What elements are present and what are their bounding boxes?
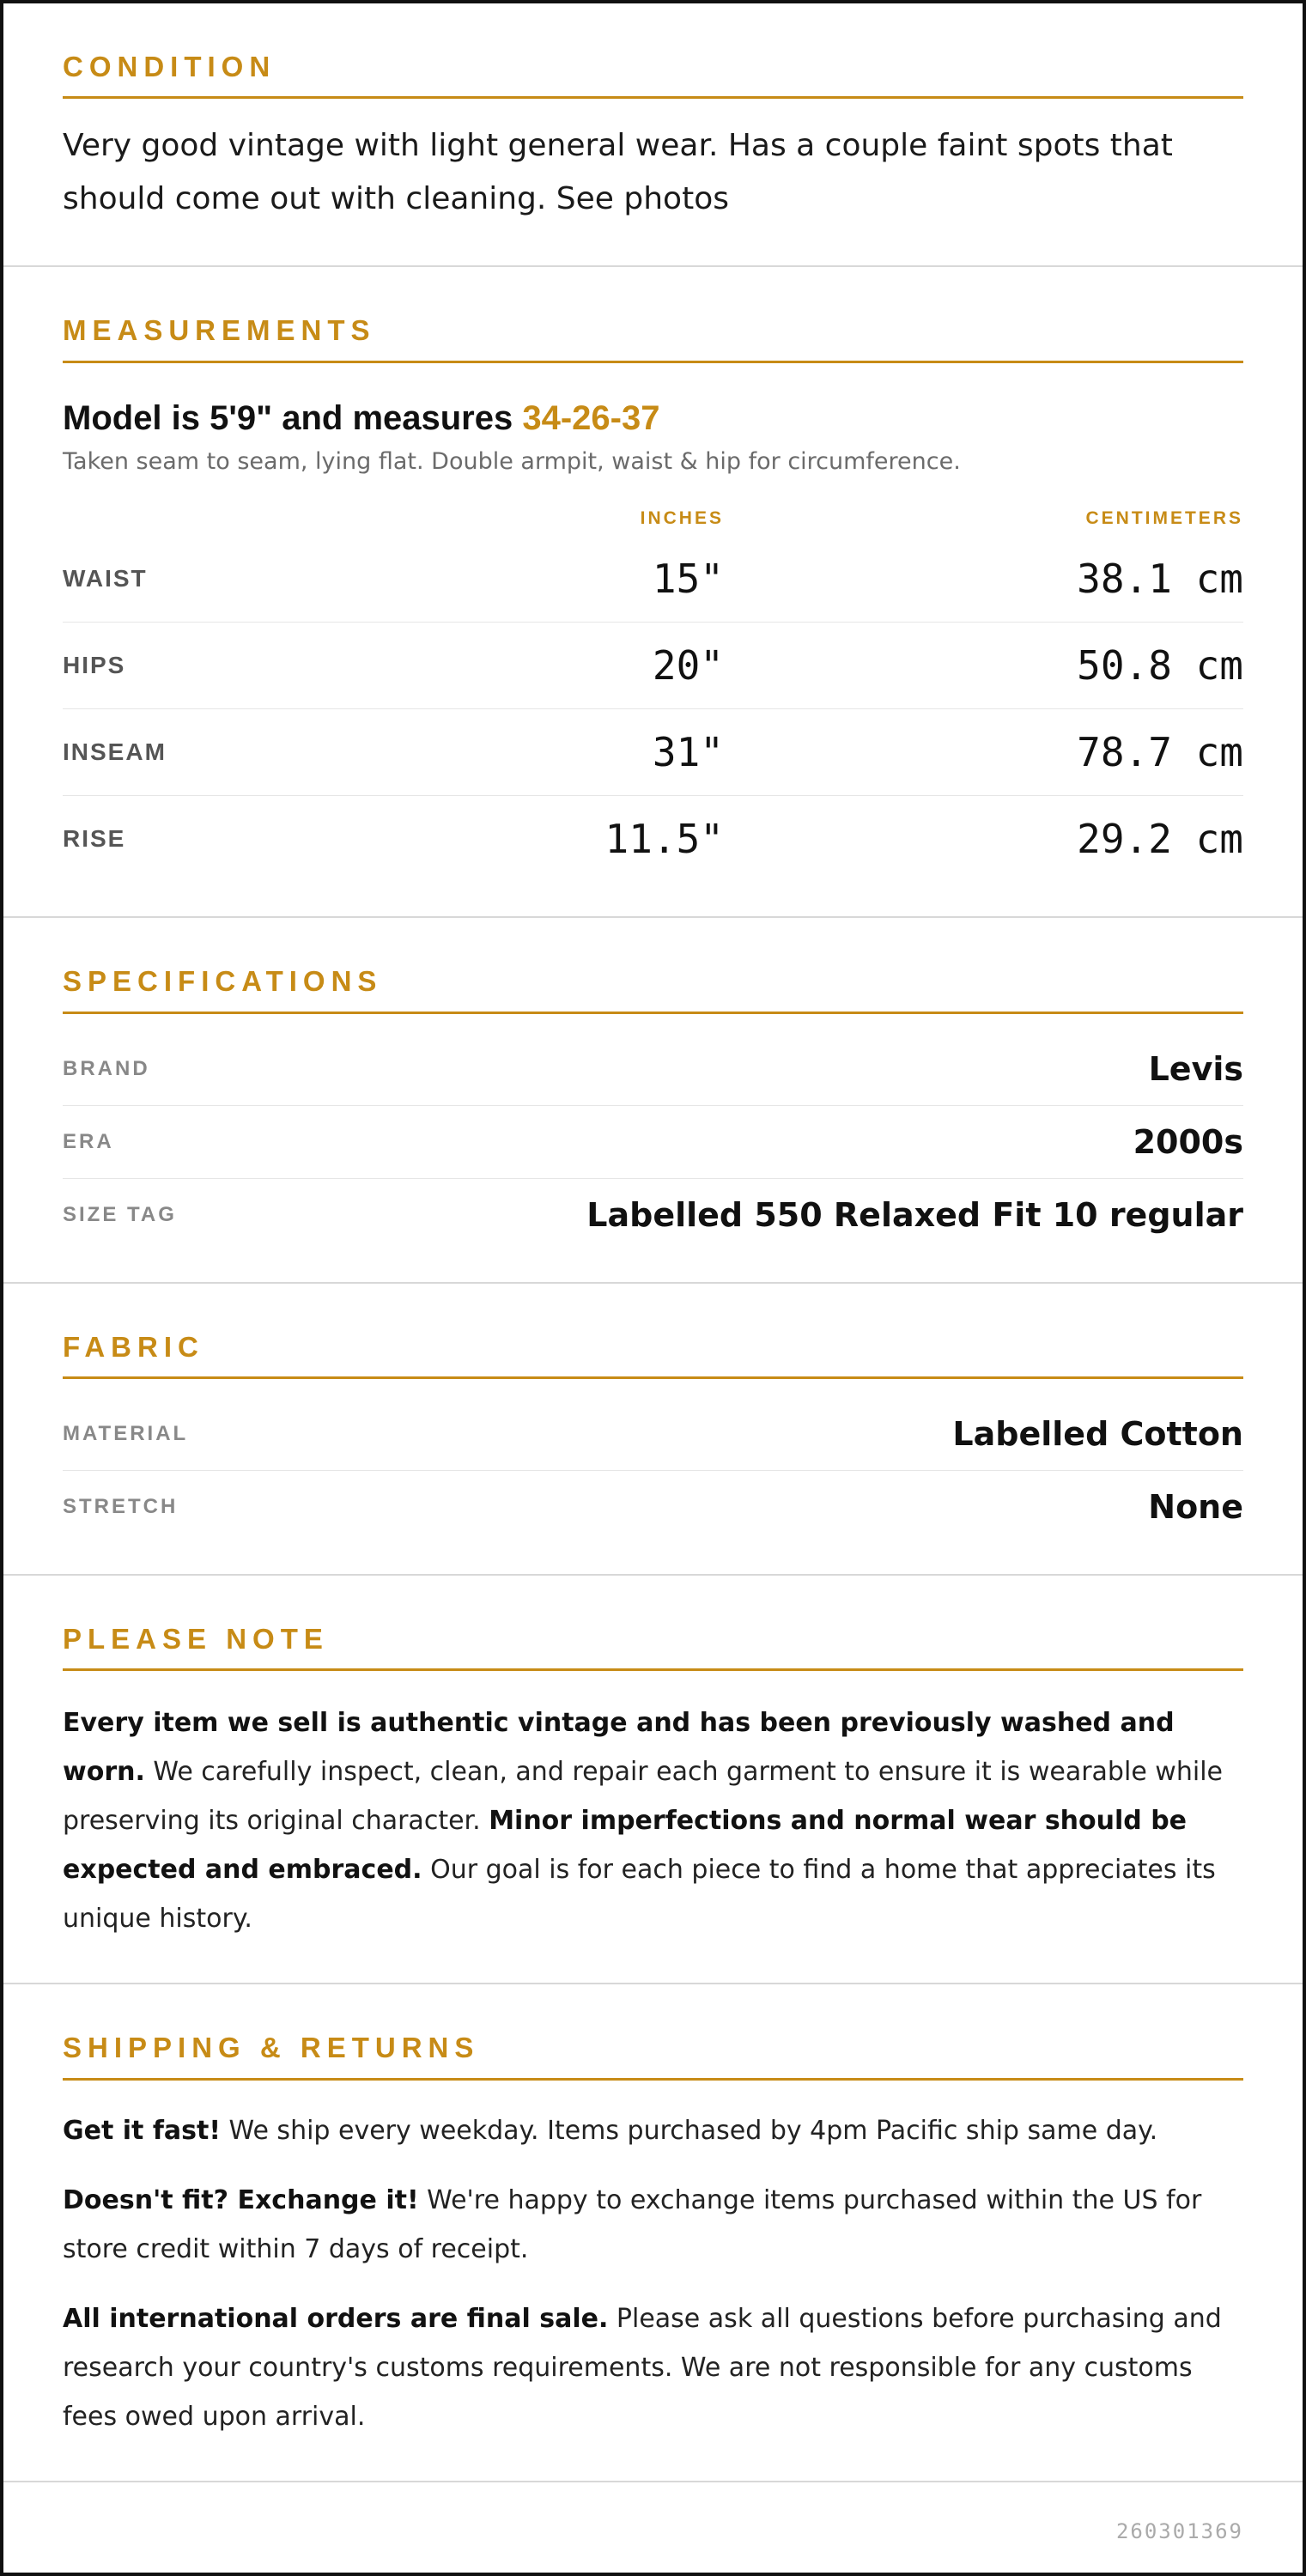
measurements-header: [63, 501, 1243, 536]
spec-label: BRAND: [63, 1056, 150, 1080]
condition-text: Very good vintage with light general wear. Has a couple faint spots that should come out with cleaning. See photos: [63, 128, 1173, 217]
measure-cm: 29.2 cm: [1077, 816, 1243, 863]
shipping-exchange-bold: Doesn't fit? Exchange it!: [63, 2184, 419, 2215]
model-prefix: Model is 5'9" and measures: [63, 398, 523, 437]
measure-inches: 31": [652, 729, 724, 776]
shipping-fast-text: We ship every weekday. Items purchased by 4pm Pacific ship same day.: [221, 2115, 1158, 2146]
measure-inches: 11.5": [604, 816, 724, 863]
please-note-section: [3, 1576, 1303, 1984]
spec-value: None: [1148, 1487, 1243, 1526]
measurements-section: [3, 267, 1303, 918]
measurements-title: MEASUREMENTS: [63, 315, 1243, 362]
shipping-title: SHIPPING & RETURNS: [63, 2032, 1243, 2080]
spec-label: MATERIAL: [63, 1421, 189, 1445]
fabric-section: [3, 1284, 1303, 1576]
spec-label: STRETCH: [63, 1494, 179, 1518]
shipping-fast-bold: Get it fast!: [63, 2115, 221, 2146]
measurements-table: [63, 501, 1243, 882]
shipping-section: [3, 1984, 1303, 2482]
measure-label: WAIST: [63, 565, 148, 592]
measure-label: RISE: [63, 825, 126, 853]
fabric-title: FABRIC: [63, 1332, 1243, 1379]
condition-section: [3, 3, 1303, 267]
spec-value: Labelled Cotton: [952, 1414, 1243, 1453]
shipping-fast: [63, 2106, 1243, 2155]
spec-value: Levis: [1148, 1049, 1243, 1088]
spec-label: SIZE TAG: [63, 1202, 177, 1226]
measurement-note: Taken seam to seam, lying flat. Double armpit, waist & hip for circumference.: [63, 447, 961, 475]
specifications-title: SPECIFICATIONS: [63, 966, 1243, 1013]
please-note-text: [63, 1698, 1243, 1943]
shipping-international-text: Please ask all questions before purchasing and research your country's customs requirements. We are not responsible for any customs fees owed upon arrival.: [63, 2303, 1222, 2432]
condition-title: CONDITION: [63, 52, 1243, 99]
shipping-international: [63, 2294, 1243, 2441]
note-bold-1: Every item we sell is authentic vintage and has been previously washed and worn.: [63, 1708, 1175, 1788]
shipping-exchange-text: We're happy to exchange items purchased within the US for store credit within 7 days of receipt.: [63, 2184, 1202, 2264]
measure-cm: 38.1 cm: [1077, 556, 1243, 603]
model-measure: 34-26-37: [522, 398, 660, 437]
col-inches-header: INCHES: [640, 508, 724, 529]
table-row: [63, 623, 1243, 709]
model-measurements-line: [63, 398, 1243, 439]
note-text-1: We carefully inspect, clean, and repair each garment to ensure it is wearable while preserving its original character.: [63, 1757, 1223, 1837]
col-cm-header: CENTIMETERS: [1085, 508, 1243, 529]
measure-inches: 20": [652, 642, 724, 690]
shipping-exchange: [63, 2176, 1243, 2274]
table-row: [63, 536, 1243, 623]
please-note-title: PLEASE NOTE: [63, 1624, 1243, 1671]
shipping-international-bold: All international orders are final sale.: [63, 2303, 609, 2334]
list-item: [63, 1179, 1243, 1251]
fabric-list: [63, 1398, 1243, 1543]
measure-label: INSEAM: [63, 738, 167, 766]
note-bold-2: Minor imperfections and normal wear should be expected and embraced.: [63, 1806, 1188, 1886]
measure-label: HIPS: [63, 652, 126, 679]
spec-label: ERA: [63, 1129, 114, 1153]
specifications-section: [3, 918, 1303, 1283]
specifications-list: [63, 1033, 1243, 1251]
table-row: [63, 796, 1243, 882]
table-row: [63, 709, 1243, 796]
list-item: [63, 1398, 1243, 1471]
item-id: 260301369: [1115, 2519, 1243, 2543]
list-item: [63, 1106, 1243, 1179]
spec-value: Labelled 550 Relaxed Fit 10 regular: [586, 1195, 1243, 1234]
measure-cm: 78.7 cm: [1077, 729, 1243, 776]
measure-inches: 15": [652, 556, 724, 603]
measure-cm: 50.8 cm: [1077, 642, 1243, 690]
list-item: [63, 1033, 1243, 1106]
note-text-2: Our goal is for each piece to find a home that appreciates its unique history.: [63, 1855, 1216, 1935]
list-item: [63, 1471, 1243, 1543]
spec-value: 2000s: [1133, 1122, 1243, 1161]
